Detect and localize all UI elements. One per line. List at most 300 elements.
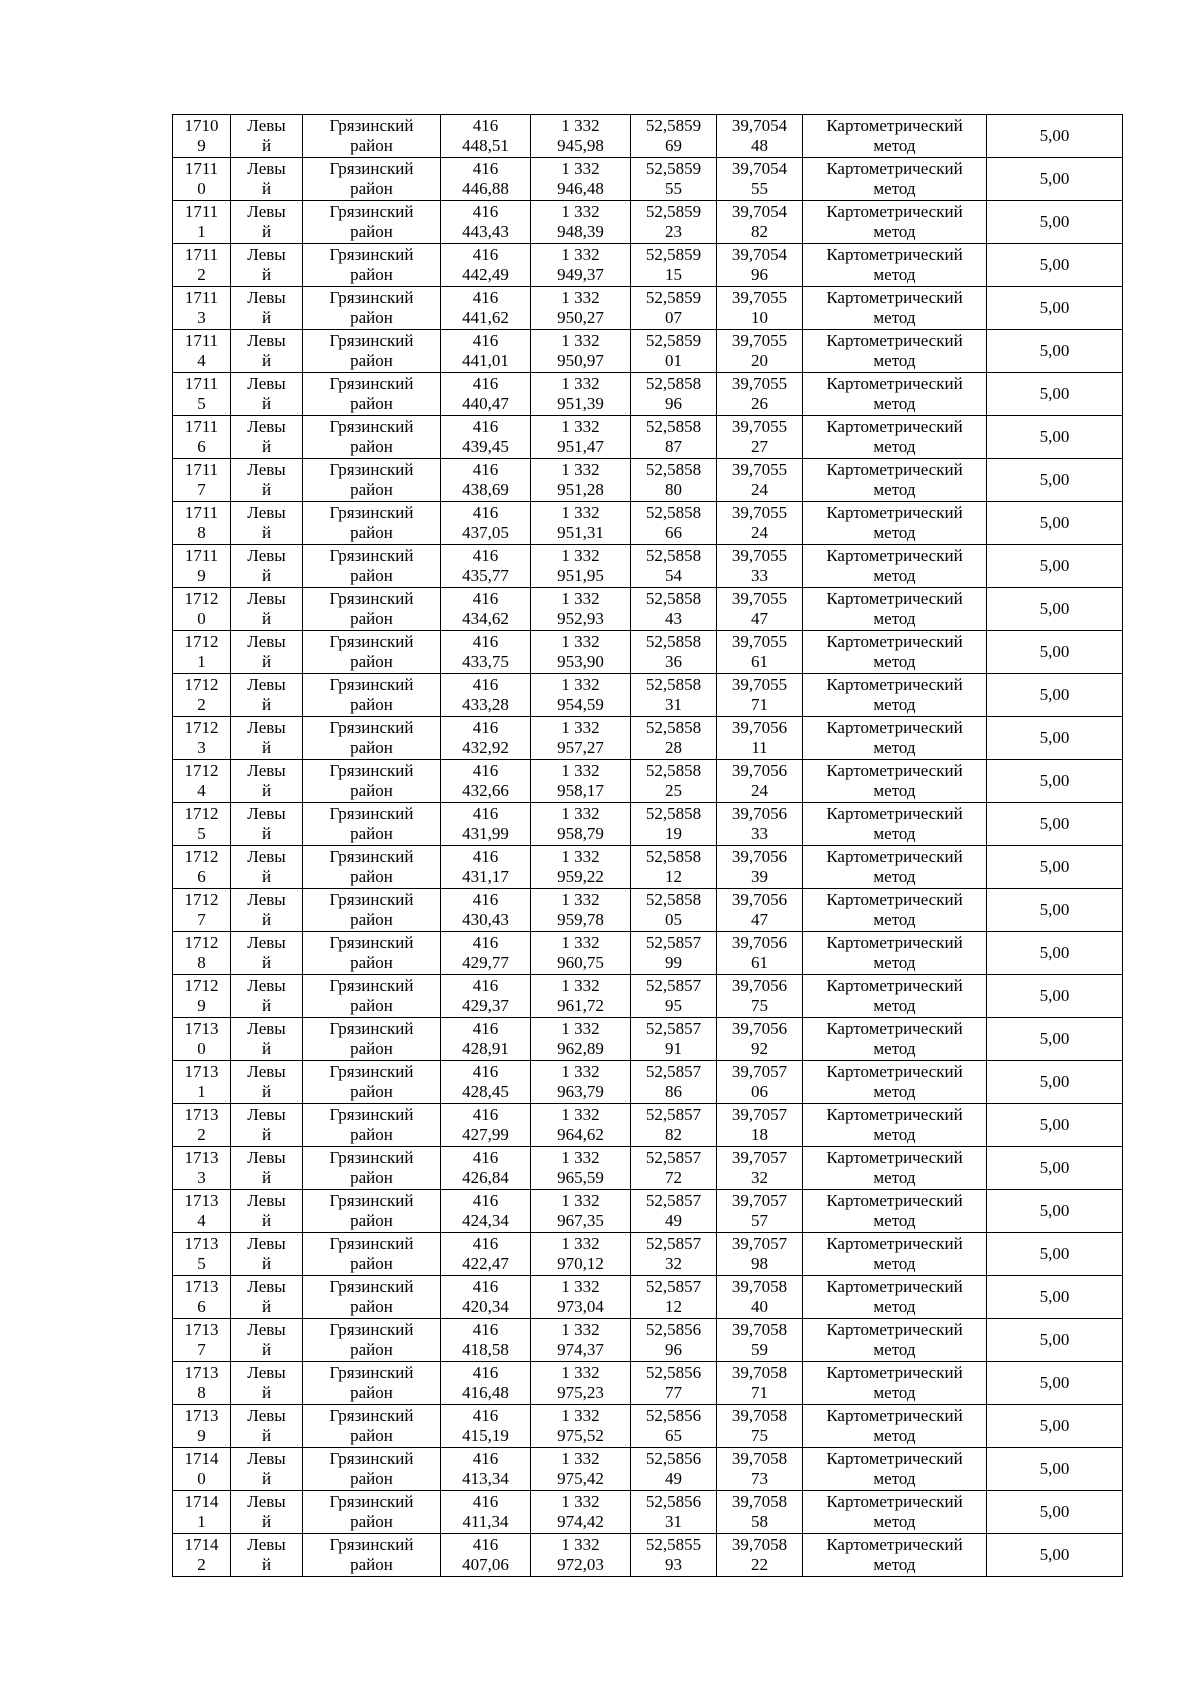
method-cell-line: Картометрический: [826, 245, 963, 264]
longitude-cell: [717, 373, 803, 416]
table-row: [173, 287, 1123, 330]
coord-y-cell: [531, 502, 631, 545]
accuracy-cell: 5,00: [987, 975, 1123, 1018]
method-cell: [803, 1534, 987, 1577]
latitude-cell-line: 86: [665, 1082, 682, 1101]
coord-y-cell: [531, 803, 631, 846]
district-cell-line: район: [350, 566, 393, 585]
method-cell-line: Картометрический: [826, 331, 963, 350]
method-cell-line: Картометрический: [826, 847, 963, 866]
point-number-cell-line: 1711: [184, 245, 219, 264]
latitude-cell: [631, 1147, 717, 1190]
bank-side-cell-line: Левы: [247, 288, 286, 307]
point-number-cell-line: 2: [197, 695, 206, 714]
latitude-cell: [631, 1276, 717, 1319]
bank-side-cell-line: й: [261, 308, 272, 327]
coord-x-cell-line: 416: [472, 288, 499, 307]
coord-x-cell-line: 433,75: [462, 652, 509, 671]
coord-x-cell: [441, 330, 531, 373]
latitude-cell-line: 80: [665, 480, 682, 499]
coord-x-cell-line: 416: [472, 116, 499, 135]
longitude-cell-line: 61: [751, 652, 768, 671]
bank-side-cell: [231, 975, 303, 1018]
method-cell-line: метод: [873, 1297, 916, 1316]
bank-side-cell: [231, 803, 303, 846]
latitude-cell: [631, 115, 717, 158]
longitude-cell-line: 73: [751, 1469, 768, 1488]
latitude-cell: [631, 1491, 717, 1534]
latitude-cell-line: 52,5856: [645, 1320, 702, 1339]
point-number-cell: [173, 1104, 231, 1147]
point-number-cell-line: 5: [197, 394, 206, 413]
latitude-cell-line: 54: [665, 566, 682, 585]
district-cell: [303, 1362, 441, 1405]
method-cell-line: метод: [873, 1211, 916, 1230]
bank-side-cell-line: Левы: [247, 1062, 286, 1081]
district-cell-line: Грязинский: [329, 116, 414, 135]
method-cell-line: Картометрический: [826, 460, 963, 479]
method-cell: [803, 1190, 987, 1233]
method-cell: [803, 1319, 987, 1362]
longitude-cell-line: 39,7056: [731, 761, 788, 780]
coord-x-cell: [441, 1233, 531, 1276]
method-cell-line: метод: [873, 437, 916, 456]
coord-y-cell: [531, 631, 631, 674]
district-cell-line: район: [350, 953, 393, 972]
table-row: [173, 975, 1123, 1018]
point-number-cell-line: 7: [197, 480, 206, 499]
coord-x-cell-line: 416: [472, 546, 499, 565]
coord-y-cell-line: 952,93: [557, 609, 604, 628]
bank-side-cell-line: Левы: [247, 1320, 286, 1339]
latitude-cell: [631, 1061, 717, 1104]
method-cell-line: метод: [873, 652, 916, 671]
point-number-cell-line: 6: [197, 1297, 206, 1316]
bank-side-cell-line: й: [261, 1469, 272, 1488]
coord-x-cell-line: 415,19: [462, 1426, 509, 1445]
method-cell-line: метод: [873, 1039, 916, 1058]
coord-x-cell: [441, 459, 531, 502]
latitude-cell-line: 52,5857: [645, 1019, 702, 1038]
longitude-cell: [717, 287, 803, 330]
coord-y-cell: [531, 975, 631, 1018]
accuracy-cell: 5,00: [987, 889, 1123, 932]
coord-y-cell: [531, 244, 631, 287]
latitude-cell-line: 23: [665, 222, 682, 241]
district-cell-line: Грязинский: [329, 1191, 414, 1210]
method-cell-line: метод: [873, 1426, 916, 1445]
longitude-cell-line: 33: [751, 824, 768, 843]
coord-x-cell-line: 416: [472, 847, 499, 866]
point-number-cell-line: 1714: [184, 1492, 219, 1511]
longitude-cell-line: 39,7055: [731, 374, 788, 393]
coord-x-cell: [441, 975, 531, 1018]
point-number-cell-line: 7: [197, 1340, 206, 1359]
coord-x-cell: [441, 1104, 531, 1147]
bank-side-cell: [231, 201, 303, 244]
coord-y-cell: [531, 330, 631, 373]
bank-side-cell-line: Левы: [247, 1019, 286, 1038]
coord-y-cell: [531, 674, 631, 717]
bank-side-cell-line: й: [261, 437, 272, 456]
longitude-cell-line: 82: [751, 222, 768, 241]
point-number-cell: [173, 158, 231, 201]
coord-x-cell-line: 416: [472, 675, 499, 694]
bank-side-cell: [231, 287, 303, 330]
district-cell-line: Грязинский: [329, 159, 414, 178]
district-cell: [303, 416, 441, 459]
point-number-cell-line: 1711: [184, 331, 219, 350]
district-cell-line: район: [350, 437, 393, 456]
method-cell-line: метод: [873, 179, 916, 198]
bank-side-cell-line: Левы: [247, 847, 286, 866]
coord-y-cell: [531, 889, 631, 932]
latitude-cell: [631, 889, 717, 932]
coord-y-cell-line: 959,78: [557, 910, 604, 929]
bank-side-cell-line: Левы: [247, 460, 286, 479]
coord-x-cell: [441, 1491, 531, 1534]
coord-y-cell-line: 1 332: [561, 1535, 600, 1554]
longitude-cell-line: 22: [751, 1555, 768, 1574]
district-cell-line: район: [350, 910, 393, 929]
point-number-cell-line: 1711: [184, 202, 219, 221]
point-number-cell-line: 1712: [184, 718, 219, 737]
latitude-cell: [631, 803, 717, 846]
bank-side-cell-line: й: [261, 1512, 272, 1531]
coord-x-cell-line: 418,58: [462, 1340, 509, 1359]
bank-side-cell-line: й: [261, 1082, 272, 1101]
method-cell-line: Картометрический: [826, 1148, 963, 1167]
coord-x-cell-line: 416: [472, 1062, 499, 1081]
district-cell: [303, 889, 441, 932]
longitude-cell-line: 39,7055: [731, 503, 788, 522]
latitude-cell-line: 52,5858: [645, 589, 702, 608]
latitude-cell-line: 52,5856: [645, 1406, 702, 1425]
method-cell-line: метод: [873, 308, 916, 327]
accuracy-cell: 5,00: [987, 502, 1123, 545]
coord-x-cell-line: 416: [472, 718, 499, 737]
latitude-cell-line: 55: [665, 179, 682, 198]
latitude-cell: [631, 674, 717, 717]
bank-side-cell-line: й: [261, 351, 272, 370]
latitude-cell-line: 52,5857: [645, 1105, 702, 1124]
coord-y-cell: [531, 373, 631, 416]
district-cell-line: район: [350, 1211, 393, 1230]
coord-y-cell-line: 953,90: [557, 652, 604, 671]
table-body: [173, 115, 1123, 1577]
longitude-cell-line: 57: [751, 1211, 768, 1230]
coord-x-cell-line: 416,48: [462, 1383, 509, 1402]
table-row: [173, 1319, 1123, 1362]
point-number-cell: [173, 459, 231, 502]
point-number-cell: [173, 588, 231, 631]
method-cell-line: Картометрический: [826, 202, 963, 221]
table-row: [173, 330, 1123, 373]
method-cell: [803, 760, 987, 803]
coord-y-cell: [531, 416, 631, 459]
coord-y-cell: [531, 1491, 631, 1534]
coord-x-cell: [441, 373, 531, 416]
coord-y-cell-line: 963,79: [557, 1082, 604, 1101]
method-cell-line: метод: [873, 1469, 916, 1488]
longitude-cell-line: 92: [751, 1039, 768, 1058]
coord-y-cell: [531, 158, 631, 201]
coord-x-cell-line: 416: [472, 1320, 499, 1339]
latitude-cell-line: 72: [665, 1168, 682, 1187]
coord-y-cell-line: 951,39: [557, 394, 604, 413]
coord-y-cell: [531, 1190, 631, 1233]
point-number-cell-line: 1: [197, 222, 206, 241]
coord-x-cell-line: 416: [472, 331, 499, 350]
bank-side-cell-line: й: [261, 566, 272, 585]
bank-side-cell: [231, 932, 303, 975]
point-number-cell-line: 1713: [184, 1019, 219, 1038]
table-row: [173, 1233, 1123, 1276]
method-cell-line: метод: [873, 566, 916, 585]
bank-side-cell: [231, 1534, 303, 1577]
bank-side-cell-line: Левы: [247, 546, 286, 565]
latitude-cell-line: 52,5859: [645, 331, 702, 350]
latitude-cell: [631, 373, 717, 416]
coord-x-cell-line: 441,62: [462, 308, 509, 327]
point-number-cell-line: 1712: [184, 890, 219, 909]
coord-y-cell: [531, 1362, 631, 1405]
longitude-cell-line: 26: [751, 394, 768, 413]
coord-x-cell: [441, 1190, 531, 1233]
coord-y-cell-line: 975,52: [557, 1426, 604, 1445]
coord-x-cell-line: 416: [472, 159, 499, 178]
bank-side-cell-line: Левы: [247, 890, 286, 909]
district-cell: [303, 1491, 441, 1534]
method-cell-line: Картометрический: [826, 933, 963, 952]
coord-y-cell-line: 960,75: [557, 953, 604, 972]
longitude-cell: [717, 1147, 803, 1190]
bank-side-cell-line: й: [261, 910, 272, 929]
longitude-cell: [717, 1448, 803, 1491]
coord-x-cell: [441, 1276, 531, 1319]
point-number-cell-line: 0: [197, 1039, 206, 1058]
coord-y-cell-line: 1 332: [561, 374, 600, 393]
method-cell-line: метод: [873, 265, 916, 284]
method-cell: [803, 1448, 987, 1491]
coord-y-cell-line: 974,37: [557, 1340, 604, 1359]
method-cell: [803, 416, 987, 459]
district-cell-line: Грязинский: [329, 1535, 414, 1554]
table-row: [173, 803, 1123, 846]
district-cell-line: Грязинский: [329, 890, 414, 909]
district-cell-line: район: [350, 738, 393, 757]
coord-y-cell-line: 962,89: [557, 1039, 604, 1058]
method-cell: [803, 287, 987, 330]
bank-side-cell-line: Левы: [247, 1449, 286, 1468]
district-cell-line: Грязинский: [329, 288, 414, 307]
coord-y-cell: [531, 1061, 631, 1104]
accuracy-cell: 5,00: [987, 1147, 1123, 1190]
longitude-cell-line: 71: [751, 1383, 768, 1402]
coord-x-cell-line: 432,66: [462, 781, 509, 800]
accuracy-cell: 5,00: [987, 1104, 1123, 1147]
bank-side-cell: [231, 115, 303, 158]
coord-y-cell: [531, 760, 631, 803]
accuracy-cell: 5,00: [987, 1534, 1123, 1577]
latitude-cell-line: 52,5859: [645, 159, 702, 178]
coord-x-cell-line: 416: [472, 503, 499, 522]
table-row: [173, 932, 1123, 975]
point-number-cell: [173, 631, 231, 674]
point-number-cell: [173, 803, 231, 846]
point-number-cell-line: 1713: [184, 1148, 219, 1167]
longitude-cell: [717, 588, 803, 631]
bank-side-cell-line: й: [261, 222, 272, 241]
district-cell: [303, 631, 441, 674]
method-cell: [803, 1061, 987, 1104]
bank-side-cell-line: й: [261, 695, 272, 714]
coord-y-cell-line: 1 332: [561, 675, 600, 694]
coord-x-cell-line: 429,37: [462, 996, 509, 1015]
bank-side-cell-line: й: [261, 1254, 272, 1273]
accuracy-cell: 5,00: [987, 287, 1123, 330]
accuracy-cell: 5,00: [987, 846, 1123, 889]
coord-x-cell-line: 443,43: [462, 222, 509, 241]
accuracy-cell: 5,00: [987, 1061, 1123, 1104]
bank-side-cell-line: Левы: [247, 1363, 286, 1382]
method-cell: [803, 545, 987, 588]
coord-x-cell: [441, 502, 531, 545]
longitude-cell: [717, 1319, 803, 1362]
district-cell: [303, 201, 441, 244]
coord-x-cell-line: 416: [472, 1019, 499, 1038]
point-number-cell-line: 0: [197, 179, 206, 198]
latitude-cell-line: 82: [665, 1125, 682, 1144]
method-cell: [803, 889, 987, 932]
longitude-cell: [717, 115, 803, 158]
coord-x-cell-line: 416: [472, 1449, 499, 1468]
coord-y-cell-line: 1 332: [561, 1019, 600, 1038]
coord-x-cell-line: 432,92: [462, 738, 509, 757]
district-cell: [303, 545, 441, 588]
table-row: [173, 1104, 1123, 1147]
coord-x-cell-line: 431,99: [462, 824, 509, 843]
district-cell-line: Грязинский: [329, 804, 414, 823]
latitude-cell-line: 77: [665, 1383, 682, 1402]
method-cell: [803, 588, 987, 631]
table-row: [173, 459, 1123, 502]
bank-side-cell-line: Левы: [247, 933, 286, 952]
longitude-cell-line: 24: [751, 781, 768, 800]
point-number-cell: [173, 1061, 231, 1104]
point-number-cell-line: 1712: [184, 675, 219, 694]
bank-side-cell-line: Левы: [247, 1492, 286, 1511]
method-cell: [803, 459, 987, 502]
method-cell: [803, 932, 987, 975]
coord-y-cell-line: 1 332: [561, 417, 600, 436]
district-cell-line: Грязинский: [329, 374, 414, 393]
coord-x-cell-line: 424,34: [462, 1211, 509, 1230]
coord-y-cell-line: 1 332: [561, 718, 600, 737]
latitude-cell-line: 99: [665, 953, 682, 972]
method-cell-line: Картометрический: [826, 589, 963, 608]
coord-x-cell: [441, 1534, 531, 1577]
point-number-cell: [173, 1018, 231, 1061]
accuracy-cell: 5,00: [987, 1362, 1123, 1405]
bank-side-cell: [231, 717, 303, 760]
district-cell-line: Грязинский: [329, 1492, 414, 1511]
bank-side-cell-line: Левы: [247, 331, 286, 350]
longitude-cell-line: 47: [751, 609, 768, 628]
bank-side-cell-line: й: [261, 738, 272, 757]
latitude-cell-line: 01: [665, 351, 682, 370]
coord-y-cell-line: 1 332: [561, 632, 600, 651]
coord-y-cell-line: 1 332: [561, 890, 600, 909]
district-cell-line: район: [350, 179, 393, 198]
accuracy-cell: 5,00: [987, 1190, 1123, 1233]
latitude-cell: [631, 1362, 717, 1405]
district-cell: [303, 1276, 441, 1319]
coord-y-cell-line: 1 332: [561, 1062, 600, 1081]
latitude-cell-line: 15: [665, 265, 682, 284]
coord-x-cell: [441, 158, 531, 201]
method-cell: [803, 1104, 987, 1147]
accuracy-cell: 5,00: [987, 631, 1123, 674]
method-cell-line: метод: [873, 910, 916, 929]
bank-side-cell: [231, 1362, 303, 1405]
longitude-cell: [717, 416, 803, 459]
latitude-cell: [631, 201, 717, 244]
longitude-cell-line: 58: [751, 1512, 768, 1531]
bank-side-cell-line: Левы: [247, 589, 286, 608]
latitude-cell: [631, 975, 717, 1018]
bank-side-cell-line: й: [261, 824, 272, 843]
latitude-cell: [631, 588, 717, 631]
method-cell-line: Картометрический: [826, 761, 963, 780]
district-cell-line: Грязинский: [329, 761, 414, 780]
bank-side-cell-line: Левы: [247, 159, 286, 178]
method-cell-line: Картометрический: [826, 1277, 963, 1296]
method-cell-line: Картометрический: [826, 804, 963, 823]
point-number-cell: [173, 1147, 231, 1190]
latitude-cell-line: 52,5857: [645, 1062, 702, 1081]
bank-side-cell-line: Левы: [247, 976, 286, 995]
coord-x-cell-line: 416: [472, 374, 499, 393]
coord-x-cell-line: 407,06: [462, 1555, 509, 1574]
coord-x-cell: [441, 115, 531, 158]
latitude-cell: [631, 1448, 717, 1491]
district-cell-line: Грязинский: [329, 417, 414, 436]
coord-y-cell: [531, 1233, 631, 1276]
longitude-cell-line: 10: [751, 308, 768, 327]
longitude-cell-line: 11: [751, 738, 768, 757]
method-cell-line: Картометрический: [826, 288, 963, 307]
accuracy-cell: 5,00: [987, 459, 1123, 502]
latitude-cell-line: 52,5858: [645, 632, 702, 651]
point-number-cell-line: 1711: [184, 288, 219, 307]
longitude-cell: [717, 1061, 803, 1104]
accuracy-cell: 5,00: [987, 588, 1123, 631]
point-number-cell: [173, 416, 231, 459]
latitude-cell: [631, 1534, 717, 1577]
district-cell-line: Грязинский: [329, 1320, 414, 1339]
longitude-cell: [717, 244, 803, 287]
point-number-cell: [173, 1190, 231, 1233]
latitude-cell-line: 05: [665, 910, 682, 929]
coord-x-cell: [441, 889, 531, 932]
latitude-cell-line: 31: [665, 1512, 682, 1531]
method-cell: [803, 1018, 987, 1061]
coord-y-cell-line: 972,03: [557, 1555, 604, 1574]
point-number-cell-line: 4: [197, 351, 206, 370]
coord-x-cell: [441, 1405, 531, 1448]
method-cell-line: метод: [873, 953, 916, 972]
